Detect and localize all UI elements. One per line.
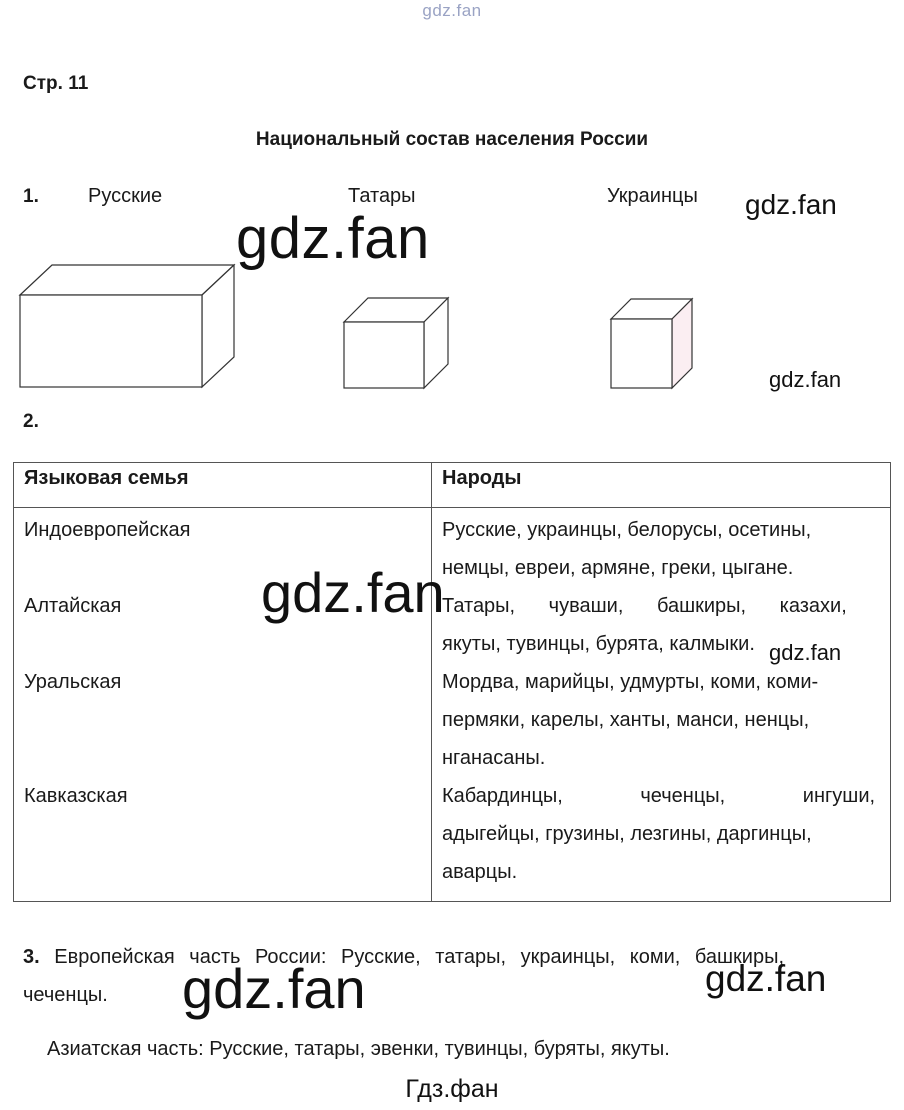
watermark-1: gdz.fan	[745, 189, 837, 220]
peoples-line: нганасаны.	[442, 747, 546, 769]
ukrainians-box	[611, 299, 692, 388]
task3-asian: Азиатская часть: Русские, татары, эвенки, тувинцы, буряты, якуты.	[47, 1038, 670, 1060]
peoples-line: адыгейцы, грузины, лезгины, даргинцы,	[442, 823, 812, 845]
label-tatars: Татары	[348, 185, 416, 207]
watermark-2: gdz.fan	[236, 206, 430, 271]
header-language-family: Языковая семья	[14, 463, 432, 508]
peoples-line: немцы, евреи, армяне, греки, цыгане.	[442, 557, 794, 579]
peoples-line: Русские, украинцы, белорусы, осетины,	[442, 519, 812, 541]
family-caucasian: Кавказская	[24, 785, 128, 807]
task3-european-line1: Европейская часть России: Русские, татары, украинцы, коми, башкиры,	[54, 946, 784, 968]
peoples-line: пермяки, карелы, ханты, манси, ненцы,	[442, 709, 810, 731]
watermark-bottom: Гдз.фан	[405, 1075, 499, 1103]
russians-box	[20, 265, 234, 387]
tatars-box	[344, 298, 448, 388]
watermark-3: gdz.fan	[769, 367, 842, 392]
task1-number: 1.	[23, 186, 39, 207]
task2-number: 2.	[23, 411, 39, 432]
language-family-table	[13, 462, 891, 902]
page-label: Стр. 11	[23, 73, 89, 94]
label-russians: Русские	[88, 185, 163, 207]
page-title: Национальный состав населения России	[255, 129, 649, 150]
watermark-top: gdz.fan	[422, 1, 482, 20]
peoples-line: Татары, чуваши, башкиры, казахи,	[442, 595, 847, 617]
task3-number: 3.	[23, 946, 40, 968]
watermark-5: gdz.fan	[769, 640, 842, 665]
family-uralic: Уральская	[24, 671, 122, 693]
peoples-line: якуты, тувинцы, бурята, калмыки.	[442, 633, 755, 655]
watermark-6: gdz.fan	[182, 957, 366, 1020]
peoples-line: Мордва, марийцы, удмурты, коми, коми-	[442, 671, 819, 693]
header-peoples: Народы	[432, 463, 891, 508]
label-ukrainians: Украинцы	[607, 185, 698, 207]
table-row	[14, 508, 891, 902]
peoples-line: Кабардинцы, чеченцы, ингуши,	[442, 785, 876, 807]
watermark-4: gdz.fan	[261, 561, 445, 624]
watermark-7: gdz.fan	[705, 958, 827, 999]
table-header-row	[14, 463, 891, 508]
family-indo-european: Индоевропейская	[24, 519, 191, 541]
peoples-line: аварцы.	[442, 861, 518, 883]
task3-european-line2: чеченцы.	[23, 984, 108, 1006]
family-altaic: Алтайская	[24, 595, 122, 617]
